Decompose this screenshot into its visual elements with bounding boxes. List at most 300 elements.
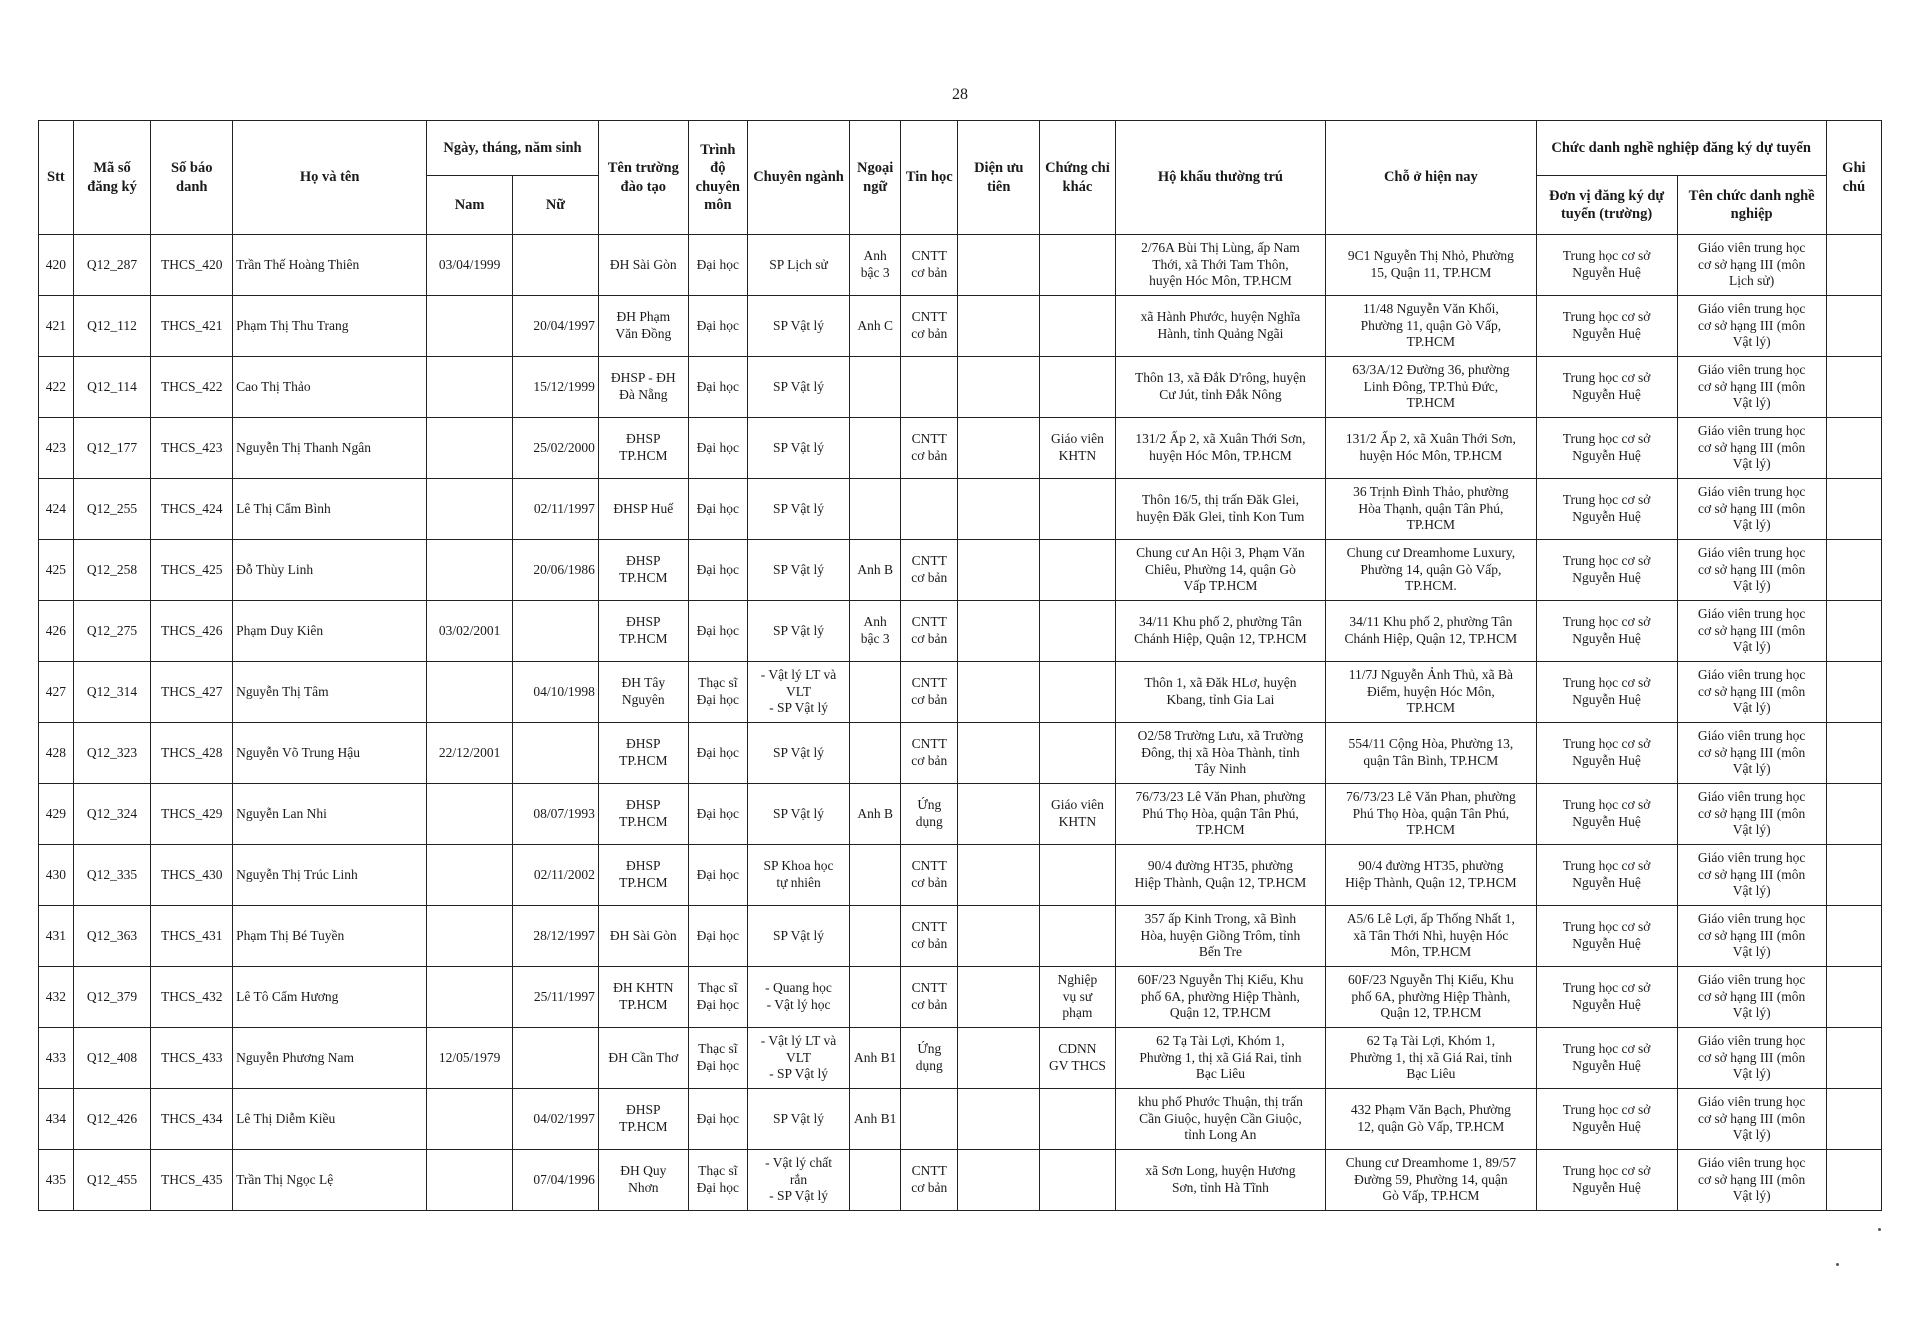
cell-job-title: Giáo viên trung học cơ sở hạng III (môn Vật lý) [1677, 662, 1826, 723]
cell-notes [1826, 784, 1881, 845]
cell-full-name: Cao Thị Thảo [233, 357, 427, 418]
cell-registration-code: Q12_258 [73, 540, 151, 601]
cell-it [901, 1089, 958, 1150]
cell-dob-male [427, 1150, 513, 1211]
cell-unit: Trung học cơ sở Nguyễn Huệ [1536, 906, 1677, 967]
cell-full-name: Nguyễn Thị Thanh Ngân [233, 418, 427, 479]
col-header-registration-code: Mã số đăng ký [73, 121, 151, 235]
cell-full-name: Lê Thị Cẩm Bình [233, 479, 427, 540]
cell-registration-code: Q12_324 [73, 784, 151, 845]
cell-unit: Trung học cơ sở Nguyễn Huệ [1536, 235, 1677, 296]
cell-school: ĐHSP TP.HCM [598, 1089, 688, 1150]
cell-permanent-address: Thôn 13, xã Đắk D'rông, huyện Cư Jút, tỉnh Đắk Nông [1115, 357, 1325, 418]
cell-school: ĐH Sài Gòn [598, 235, 688, 296]
table-row [39, 601, 1882, 662]
table-row [39, 845, 1882, 906]
cell-notes [1826, 540, 1881, 601]
table-row [39, 418, 1882, 479]
cell-dob-male [427, 357, 513, 418]
cell-dob-male [427, 296, 513, 357]
scan-speck [1878, 1228, 1881, 1231]
cell-foreign-language [850, 967, 901, 1028]
cell-job-title: Giáo viên trung học cơ sở hạng III (môn Vật lý) [1677, 723, 1826, 784]
col-header-school: Tên trường đào tạo [598, 121, 688, 235]
col-header-male: Nam [427, 176, 513, 235]
cell-current-address: 11/48 Nguyễn Văn Khối, Phường 11, quận Gò Vấp, TP.HCM [1326, 296, 1536, 357]
cell-major: SP Vật lý [747, 418, 849, 479]
cell-major: SP Lịch sử [747, 235, 849, 296]
cell-dob-male [427, 662, 513, 723]
cell-registration-code: Q12_275 [73, 601, 151, 662]
col-header-job-title: Tên chức danh nghề nghiệp [1677, 176, 1826, 235]
cell-full-name: Lê Thị Diễm Kiều [233, 1089, 427, 1150]
cell-qualification: Đại học [688, 906, 747, 967]
cell-notes [1826, 967, 1881, 1028]
cell-candidate-number: THCS_430 [151, 845, 233, 906]
cell-major: - Quang học - Vật lý học [747, 967, 849, 1028]
cell-stt: 422 [39, 357, 74, 418]
table-body [39, 235, 1882, 1211]
cell-full-name: Phạm Thị Thu Trang [233, 296, 427, 357]
table-row [39, 906, 1882, 967]
col-header-major: Chuyên ngành [747, 121, 849, 235]
cell-foreign-language [850, 1150, 901, 1211]
col-header-other-certificates: Chứng chỉ khác [1040, 121, 1116, 235]
cell-dob-male [427, 479, 513, 540]
cell-job-title: Giáo viên trung học cơ sở hạng III (môn Vật lý) [1677, 296, 1826, 357]
cell-stt: 423 [39, 418, 74, 479]
cell-major: - Vật lý LT và VLT - SP Vật lý [747, 1028, 849, 1089]
cell-stt: 428 [39, 723, 74, 784]
cell-it [901, 357, 958, 418]
cell-major: SP Vật lý [747, 1089, 849, 1150]
col-header-current-address: Chỗ ở hiện nay [1326, 121, 1536, 235]
cell-other-certificates [1040, 906, 1116, 967]
cell-dob-male: 12/05/1979 [427, 1028, 513, 1089]
cell-notes [1826, 1028, 1881, 1089]
cell-candidate-number: THCS_423 [151, 418, 233, 479]
cell-dob-female: 28/12/1997 [513, 906, 599, 967]
cell-foreign-language [850, 723, 901, 784]
cell-major: - Vật lý chất rắn - SP Vật lý [747, 1150, 849, 1211]
cell-permanent-address: 76/73/23 Lê Văn Phan, phường Phú Thọ Hòa, quận Tân Phú, TP.HCM [1115, 784, 1325, 845]
cell-it: CNTT cơ bản [901, 540, 958, 601]
cell-candidate-number: THCS_424 [151, 479, 233, 540]
cell-current-address: 9C1 Nguyễn Thị Nhỏ, Phường 15, Quận 11, TP.HCM [1326, 235, 1536, 296]
cell-major: SP Vật lý [747, 479, 849, 540]
cell-full-name: Nguyễn Thị Trúc Linh [233, 845, 427, 906]
cell-dob-female: 20/04/1997 [513, 296, 599, 357]
cell-dob-female: 25/11/1997 [513, 967, 599, 1028]
cell-job-title: Giáo viên trung học cơ sở hạng III (môn Vật lý) [1677, 357, 1826, 418]
cell-registration-code: Q12_426 [73, 1089, 151, 1150]
cell-candidate-number: THCS_433 [151, 1028, 233, 1089]
cell-school: ĐHSP TP.HCM [598, 418, 688, 479]
cell-qualification: Đại học [688, 418, 747, 479]
cell-other-certificates [1040, 235, 1116, 296]
cell-unit: Trung học cơ sở Nguyễn Huệ [1536, 1089, 1677, 1150]
scan-speck [1836, 1263, 1839, 1266]
cell-qualification: Đại học [688, 1089, 747, 1150]
table-row [39, 540, 1882, 601]
cell-full-name: Phạm Duy Kiên [233, 601, 427, 662]
cell-permanent-address: 62 Tạ Tài Lợi, Khóm 1, Phường 1, thị xã Giá Rai, tỉnh Bạc Liêu [1115, 1028, 1325, 1089]
cell-school: ĐH Tây Nguyên [598, 662, 688, 723]
cell-unit: Trung học cơ sở Nguyễn Huệ [1536, 479, 1677, 540]
cell-permanent-address: 131/2 Ấp 2, xã Xuân Thới Sơn, huyện Hóc Môn, TP.HCM [1115, 418, 1325, 479]
cell-full-name: Nguyễn Thị Tâm [233, 662, 427, 723]
cell-candidate-number: THCS_435 [151, 1150, 233, 1211]
cell-school: ĐHSP TP.HCM [598, 845, 688, 906]
cell-permanent-address: xã Hành Phước, huyện Nghĩa Hành, tỉnh Quảng Ngãi [1115, 296, 1325, 357]
cell-major: SP Vật lý [747, 357, 849, 418]
cell-qualification: Đại học [688, 845, 747, 906]
cell-foreign-language: Anh B [850, 540, 901, 601]
cell-dob-male [427, 1089, 513, 1150]
cell-it: CNTT cơ bản [901, 601, 958, 662]
cell-other-certificates: Giáo viên KHTN [1040, 784, 1116, 845]
cell-registration-code: Q12_379 [73, 967, 151, 1028]
cell-unit: Trung học cơ sở Nguyễn Huệ [1536, 1028, 1677, 1089]
cell-permanent-address: Thôn 16/5, thị trấn Đăk Glei, huyện Đăk Glei, tỉnh Kon Tum [1115, 479, 1325, 540]
cell-unit: Trung học cơ sở Nguyễn Huệ [1536, 1150, 1677, 1211]
cell-dob-male [427, 784, 513, 845]
cell-current-address: 432 Phạm Văn Bạch, Phường 12, quận Gò Vấp, TP.HCM [1326, 1089, 1536, 1150]
table-row [39, 723, 1882, 784]
cell-job-title: Giáo viên trung học cơ sở hạng III (môn Vật lý) [1677, 1089, 1826, 1150]
cell-major: SP Vật lý [747, 296, 849, 357]
col-header-foreign-language: Ngoại ngữ [850, 121, 901, 235]
cell-foreign-language [850, 845, 901, 906]
table-row [39, 662, 1882, 723]
cell-current-address: 554/11 Cộng Hòa, Phường 13, quận Tân Bình, TP.HCM [1326, 723, 1536, 784]
cell-it: CNTT cơ bản [901, 967, 958, 1028]
cell-qualification: Đại học [688, 723, 747, 784]
cell-dob-female: 15/12/1999 [513, 357, 599, 418]
cell-registration-code: Q12_287 [73, 235, 151, 296]
cell-notes [1826, 906, 1881, 967]
cell-notes [1826, 1150, 1881, 1211]
page-number: 28 [952, 86, 968, 103]
cell-qualification: Đại học [688, 357, 747, 418]
col-header-female: Nữ [513, 176, 599, 235]
cell-current-address: 63/3A/12 Đường 36, phường Linh Đông, TP.Thủ Đức, TP.HCM [1326, 357, 1536, 418]
table-row [39, 235, 1882, 296]
cell-full-name: Nguyễn Lan Nhi [233, 784, 427, 845]
cell-unit: Trung học cơ sở Nguyễn Huệ [1536, 296, 1677, 357]
cell-unit: Trung học cơ sở Nguyễn Huệ [1536, 784, 1677, 845]
cell-major: - Vật lý LT và VLT - SP Vật lý [747, 662, 849, 723]
cell-other-certificates: CDNN GV THCS [1040, 1028, 1116, 1089]
cell-job-title: Giáo viên trung học cơ sở hạng III (môn Vật lý) [1677, 418, 1826, 479]
cell-job-title: Giáo viên trung học cơ sở hạng III (môn Vật lý) [1677, 601, 1826, 662]
cell-foreign-language: Anh B [850, 784, 901, 845]
cell-registration-code: Q12_455 [73, 1150, 151, 1211]
cell-school: ĐHSP TP.HCM [598, 723, 688, 784]
cell-current-address: 36 Trịnh Đình Thảo, phường Hòa Thạnh, quận Tân Phú, TP.HCM [1326, 479, 1536, 540]
cell-current-address: Chung cư Dreamhome 1, 89/57 Đường 59, Phường 14, quận Gò Vấp, TP.HCM [1326, 1150, 1536, 1211]
cell-foreign-language [850, 357, 901, 418]
cell-current-address: 131/2 Ấp 2, xã Xuân Thới Sơn, huyện Hóc Môn, TP.HCM [1326, 418, 1536, 479]
cell-priority [958, 662, 1040, 723]
cell-registration-code: Q12_177 [73, 418, 151, 479]
cell-school: ĐHSP - ĐH Đà Nẵng [598, 357, 688, 418]
cell-major: SP Vật lý [747, 601, 849, 662]
cell-priority [958, 1089, 1040, 1150]
cell-permanent-address: 2/76A Bùi Thị Lùng, ấp Nam Thới, xã Thới Tam Thôn, huyện Hóc Môn, TP.HCM [1115, 235, 1325, 296]
cell-dob-male [427, 845, 513, 906]
cell-permanent-address: xã Sơn Long, huyện Hương Sơn, tỉnh Hà Tĩnh [1115, 1150, 1325, 1211]
cell-priority [958, 1150, 1040, 1211]
cell-stt: 424 [39, 479, 74, 540]
cell-other-certificates [1040, 845, 1116, 906]
cell-unit: Trung học cơ sở Nguyễn Huệ [1536, 723, 1677, 784]
cell-dob-female: 04/10/1998 [513, 662, 599, 723]
table-row [39, 967, 1882, 1028]
cell-registration-code: Q12_112 [73, 296, 151, 357]
cell-qualification: Đại học [688, 784, 747, 845]
table-header [39, 121, 1882, 235]
cell-priority [958, 845, 1040, 906]
cell-notes [1826, 1089, 1881, 1150]
cell-school: ĐH Phạm Văn Đồng [598, 296, 688, 357]
cell-permanent-address: O2/58 Trường Lưu, xã Trường Đông, thị xã Hòa Thành, tỉnh Tây Ninh [1115, 723, 1325, 784]
cell-qualification: Đại học [688, 479, 747, 540]
cell-school: ĐHSP Huế [598, 479, 688, 540]
cell-unit: Trung học cơ sở Nguyễn Huệ [1536, 357, 1677, 418]
cell-other-certificates [1040, 296, 1116, 357]
cell-foreign-language: Anh C [850, 296, 901, 357]
table-row [39, 1089, 1882, 1150]
cell-stt: 431 [39, 906, 74, 967]
cell-registration-code: Q12_363 [73, 906, 151, 967]
cell-dob-male [427, 906, 513, 967]
cell-foreign-language [850, 418, 901, 479]
cell-it: CNTT cơ bản [901, 418, 958, 479]
cell-priority [958, 479, 1040, 540]
cell-full-name: Phạm Thị Bé Tuyền [233, 906, 427, 967]
cell-qualification: Thạc sĩ Đại học [688, 662, 747, 723]
cell-full-name: Đỗ Thùy Linh [233, 540, 427, 601]
cell-candidate-number: THCS_428 [151, 723, 233, 784]
cell-full-name: Lê Tô Cẩm Hương [233, 967, 427, 1028]
cell-notes [1826, 601, 1881, 662]
cell-registration-code: Q12_114 [73, 357, 151, 418]
cell-school: ĐH Sài Gòn [598, 906, 688, 967]
cell-stt: 425 [39, 540, 74, 601]
cell-unit: Trung học cơ sở Nguyễn Huệ [1536, 662, 1677, 723]
cell-permanent-address: 60F/23 Nguyễn Thị Kiểu, Khu phố 6A, phường Hiệp Thành, Quận 12, TP.HCM [1115, 967, 1325, 1028]
cell-notes [1826, 845, 1881, 906]
cell-major: SP Vật lý [747, 906, 849, 967]
cell-stt: 426 [39, 601, 74, 662]
cell-it: CNTT cơ bản [901, 1150, 958, 1211]
cell-unit: Trung học cơ sở Nguyễn Huệ [1536, 967, 1677, 1028]
cell-foreign-language [850, 479, 901, 540]
cell-candidate-number: THCS_434 [151, 1089, 233, 1150]
cell-job-title: Giáo viên trung học cơ sở hạng III (môn Vật lý) [1677, 906, 1826, 967]
cell-current-address: 11/7J Nguyễn Ảnh Thủ, xã Bà Điểm, huyện Hóc Môn, TP.HCM [1326, 662, 1536, 723]
cell-unit: Trung học cơ sở Nguyễn Huệ [1536, 601, 1677, 662]
cell-current-address: 90/4 đường HT35, phường Hiệp Thành, Quận 12, TP.HCM [1326, 845, 1536, 906]
cell-stt: 430 [39, 845, 74, 906]
cell-foreign-language: Anh bậc 3 [850, 235, 901, 296]
cell-other-certificates [1040, 1089, 1116, 1150]
cell-current-address: 60F/23 Nguyễn Thị Kiểu, Khu phố 6A, phường Hiệp Thành, Quận 12, TP.HCM [1326, 967, 1536, 1028]
cell-notes [1826, 296, 1881, 357]
cell-it: CNTT cơ bản [901, 235, 958, 296]
cell-full-name: Trần Thế Hoàng Thiên [233, 235, 427, 296]
cell-priority [958, 418, 1040, 479]
cell-qualification: Thạc sĩ Đại học [688, 1028, 747, 1089]
cell-job-title: Giáo viên trung học cơ sở hạng III (môn Vật lý) [1677, 1150, 1826, 1211]
cell-registration-code: Q12_335 [73, 845, 151, 906]
cell-permanent-address: Chung cư An Hội 3, Phạm Văn Chiêu, Phường 14, quận Gò Vấp TP.HCM [1115, 540, 1325, 601]
cell-priority [958, 784, 1040, 845]
registration-table [38, 120, 1882, 1211]
cell-registration-code: Q12_323 [73, 723, 151, 784]
cell-notes [1826, 662, 1881, 723]
cell-qualification: Đại học [688, 296, 747, 357]
cell-current-address: Chung cư Dreamhome Luxury, Phường 14, quận Gò Vấp, TP.HCM. [1326, 540, 1536, 601]
cell-other-certificates [1040, 357, 1116, 418]
col-header-job-title-group: Chức danh nghề nghiệp đăng ký dự tuyển [1536, 121, 1826, 176]
cell-job-title: Giáo viên trung học cơ sở hạng III (môn Lịch sử) [1677, 235, 1826, 296]
cell-other-certificates [1040, 1150, 1116, 1211]
cell-permanent-address: 90/4 đường HT35, phường Hiệp Thành, Quận 12, TP.HCM [1115, 845, 1325, 906]
cell-it: CNTT cơ bản [901, 906, 958, 967]
cell-school: ĐHSP TP.HCM [598, 540, 688, 601]
col-header-full-name: Họ và tên [233, 121, 427, 235]
cell-foreign-language [850, 662, 901, 723]
cell-candidate-number: THCS_427 [151, 662, 233, 723]
cell-permanent-address: khu phố Phước Thuận, thị trấn Cần Giuộc, huyện Cần Giuộc, tỉnh Long An [1115, 1089, 1325, 1150]
cell-candidate-number: THCS_429 [151, 784, 233, 845]
cell-dob-female: 25/02/2000 [513, 418, 599, 479]
cell-dob-male: 03/02/2001 [427, 601, 513, 662]
cell-job-title: Giáo viên trung học cơ sở hạng III (môn Vật lý) [1677, 1028, 1826, 1089]
cell-stt: 421 [39, 296, 74, 357]
col-header-candidate-number: Số báo danh [151, 121, 233, 235]
cell-stt: 429 [39, 784, 74, 845]
cell-qualification: Đại học [688, 540, 747, 601]
cell-job-title: Giáo viên trung học cơ sở hạng III (môn Vật lý) [1677, 479, 1826, 540]
cell-other-certificates [1040, 601, 1116, 662]
cell-job-title: Giáo viên trung học cơ sở hạng III (môn Vật lý) [1677, 784, 1826, 845]
cell-major: SP Vật lý [747, 723, 849, 784]
cell-dob-male [427, 418, 513, 479]
cell-major: SP Vật lý [747, 540, 849, 601]
col-header-permanent-address: Hộ khẩu thường trú [1115, 121, 1325, 235]
cell-job-title: Giáo viên trung học cơ sở hạng III (môn Vật lý) [1677, 967, 1826, 1028]
cell-priority [958, 357, 1040, 418]
cell-candidate-number: THCS_422 [151, 357, 233, 418]
cell-foreign-language: Anh bậc 3 [850, 601, 901, 662]
col-header-qualification: Trình độ chuyên môn [688, 121, 747, 235]
cell-it: CNTT cơ bản [901, 296, 958, 357]
cell-registration-code: Q12_314 [73, 662, 151, 723]
col-header-priority: Diện ưu tiên [958, 121, 1040, 235]
cell-dob-female [513, 235, 599, 296]
cell-stt: 427 [39, 662, 74, 723]
col-header-it: Tin học [901, 121, 958, 235]
cell-priority [958, 967, 1040, 1028]
table-row [39, 296, 1882, 357]
cell-priority [958, 1028, 1040, 1089]
cell-dob-female: 08/07/1993 [513, 784, 599, 845]
cell-qualification: Đại học [688, 601, 747, 662]
cell-school: ĐH Quy Nhơn [598, 1150, 688, 1211]
cell-dob-male [427, 967, 513, 1028]
cell-dob-male: 22/12/2001 [427, 723, 513, 784]
cell-notes [1826, 418, 1881, 479]
cell-full-name: Nguyễn Võ Trung Hậu [233, 723, 427, 784]
cell-candidate-number: THCS_425 [151, 540, 233, 601]
cell-current-address: 34/11 Khu phố 2, phường Tân Chánh Hiệp, Quận 12, TP.HCM [1326, 601, 1536, 662]
cell-foreign-language [850, 906, 901, 967]
cell-priority [958, 723, 1040, 784]
col-header-unit: Đơn vị đăng ký dự tuyển (trường) [1536, 176, 1677, 235]
cell-job-title: Giáo viên trung học cơ sở hạng III (môn Vật lý) [1677, 540, 1826, 601]
cell-current-address: A5/6 Lê Lợi, ấp Thống Nhất 1, xã Tân Thới Nhì, huyện Hóc Môn, TP.HCM [1326, 906, 1536, 967]
cell-candidate-number: THCS_431 [151, 906, 233, 967]
cell-notes [1826, 235, 1881, 296]
cell-current-address: 62 Tạ Tài Lợi, Khóm 1, Phường 1, thị xã Giá Rai, tỉnh Bạc Liêu [1326, 1028, 1536, 1089]
table-row [39, 479, 1882, 540]
cell-stt: 420 [39, 235, 74, 296]
cell-candidate-number: THCS_426 [151, 601, 233, 662]
cell-other-certificates: Giáo viên KHTN [1040, 418, 1116, 479]
cell-priority [958, 235, 1040, 296]
cell-priority [958, 906, 1040, 967]
cell-dob-female [513, 601, 599, 662]
cell-other-certificates: Nghiệp vụ sư phạm [1040, 967, 1116, 1028]
cell-dob-female: 20/06/1986 [513, 540, 599, 601]
cell-dob-female: 04/02/1997 [513, 1089, 599, 1150]
cell-other-certificates [1040, 540, 1116, 601]
cell-full-name: Trần Thị Ngọc Lệ [233, 1150, 427, 1211]
cell-dob-male [427, 540, 513, 601]
cell-notes [1826, 723, 1881, 784]
cell-foreign-language: Anh B1 [850, 1028, 901, 1089]
cell-school: ĐH Cần Thơ [598, 1028, 688, 1089]
cell-other-certificates [1040, 662, 1116, 723]
cell-priority [958, 540, 1040, 601]
cell-priority [958, 296, 1040, 357]
cell-dob-female [513, 1028, 599, 1089]
cell-dob-female [513, 723, 599, 784]
cell-it: Ứng dụng [901, 1028, 958, 1089]
cell-it: CNTT cơ bản [901, 723, 958, 784]
cell-other-certificates [1040, 479, 1116, 540]
cell-foreign-language: Anh B1 [850, 1089, 901, 1150]
cell-it: CNTT cơ bản [901, 845, 958, 906]
cell-current-address: 76/73/23 Lê Văn Phan, phường Phú Thọ Hòa, quận Tân Phú, TP.HCM [1326, 784, 1536, 845]
cell-qualification: Đại học [688, 235, 747, 296]
cell-priority [958, 601, 1040, 662]
cell-major: SP Khoa học tự nhiên [747, 845, 849, 906]
table-row [39, 1028, 1882, 1089]
cell-school: ĐHSP TP.HCM [598, 601, 688, 662]
cell-full-name: Nguyễn Phương Nam [233, 1028, 427, 1089]
col-header-date-of-birth: Ngày, tháng, năm sinh [427, 121, 599, 176]
cell-unit: Trung học cơ sở Nguyễn Huệ [1536, 540, 1677, 601]
cell-registration-code: Q12_255 [73, 479, 151, 540]
cell-stt: 432 [39, 967, 74, 1028]
table-row [39, 357, 1882, 418]
cell-school: ĐHSP TP.HCM [598, 784, 688, 845]
cell-it: Ứng dụng [901, 784, 958, 845]
